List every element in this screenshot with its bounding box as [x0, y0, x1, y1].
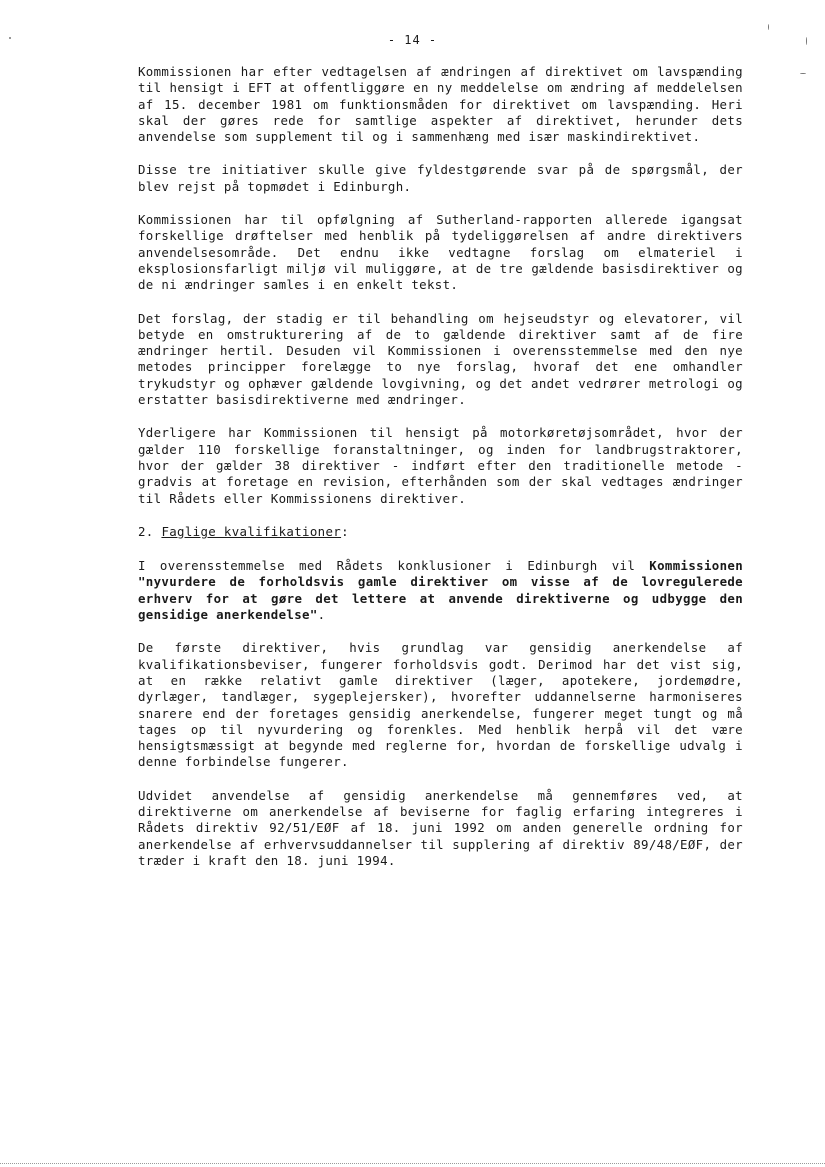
- intro-end: .: [317, 607, 326, 623]
- paragraph-lavspaending: Kommissionen har efter vedtagelsen af ændringen af direktivet om lavspænding til hensigt i EFT at offentliggøre en ny meddelelse om ændring af meddelelsen af 15. december 1981 om funktionsmåden for direktivet om lavspænding. Heri skal der gøres rede for samtlige aspekter af direktivet, herunder dets anvendelse som supplement til og i sammenhæng med især maskindirektivet.: [138, 64, 743, 145]
- paragraph-nyvurdere: [138, 558, 743, 623]
- section-suffix: :: [341, 523, 349, 539]
- scan-speck: [768, 24, 769, 30]
- paragraph-foerste-direktiver: De første direktiver, hvis grundlag var gensidig anerkendelse af kvalifikationsbeviser, fungerer forholdsvis godt. Derimod har det vist sig, at en række relativt gamle direktiver (læger, apotekere, jordemødre, dyrlæger, tandlæger, sygeplejersker), hvorefter uddannelserne harmoniseres snarere end der foretages gensidig anerkendelse, fungerer meget tungt og må tages op til nyvurdering og forenkles. Med henblik herpå vil det være hensigtsmæssigt at begynde med reglerne for, hvordan de forskellige udvalg i denne forbindelse fungerer.: [138, 640, 743, 770]
- scan-speck: [9, 37, 11, 39]
- scan-speck: [800, 73, 806, 74]
- document-body: [138, 64, 743, 886]
- scan-speck: [806, 37, 807, 45]
- section-number: 2.: [138, 523, 154, 539]
- page-number: - 14 -: [387, 33, 438, 47]
- scan-bottom-edge: [0, 1163, 825, 1164]
- intro-plain-text: I overensstemmelse med Rådets konklusioner i Edinburgh vil: [138, 558, 650, 574]
- section-title: Faglige kvalifikationer: [161, 523, 342, 539]
- section-heading: [138, 524, 743, 540]
- paragraph-hejseudstyr: Det forslag, der stadig er til behandling om hejseudstyr og elevatorer, vil betyde en omstrukturering af de to gældende direktiver samt af de fire ændringer hertil. Desuden vil Kommissionen i overensstemmelse med den nye metodes principper forelægge to nye forslag, hvoraf det ene omhandler trykudstyr og ophæver gældende lovgivning, og det andet vedrører metrologi og erstatter basisdirektiverne med ændringer.: [138, 310, 743, 408]
- paragraph-sutherland: Kommissionen har til opfølgning af Sutherland-rapporten allerede igangsat forskellige drøftelser med henblik på tydeliggørelsen af andre direktivers anvendelsesområde. Det endnu ikke vedtagne forslag om elmateriel i eksplosionsfarligt miljø vil muliggøre, at de tre gældende basisdirektiver og de ni ændringer samles i en enkelt tekst.: [138, 212, 743, 293]
- paragraph-motorkoeretoej: Yderligere har Kommissionen til hensigt på motorkøretøjsområdet, hvor der gælder 110 forskellige foranstaltninger, og inden for landbrugstraktorer, hvor der gælder 38 direktiver - indført efter den traditionelle metode - gradvis at foretage en revision, efterhånden som der skal vedtages ændringer til Rådets eller Kommissionens direktiver.: [138, 425, 743, 506]
- paragraph-edinburgh: Disse tre initiativer skulle give fyldestgørende svar på de spørgsmål, der blev rejst på topmødet i Edinburgh.: [138, 162, 743, 194]
- intro-bold-quote: Kommissionen "nyvurdere de forholdsvis gamle direktiver om visse af de lovregulerede erhverv for at gøre det lettere at anvende direktiverne og udbygge den gensidige anerkendelse": [138, 558, 743, 623]
- paragraph-udvidet-anvendelse: Udvidet anvendelse af gensidig anerkendelse må gennemføres ved, at direktiverne om anerkendelse af beviserne for faglig erfaring integreres i Rådets direktiv 92/51/EØF af 18. juni 1992 om anden generelle ordning for anerkendelse af erhvervsuddannelser til supplering af direktiv 89/48/EØF, der træder i kraft den 18. juni 1994.: [138, 787, 743, 868]
